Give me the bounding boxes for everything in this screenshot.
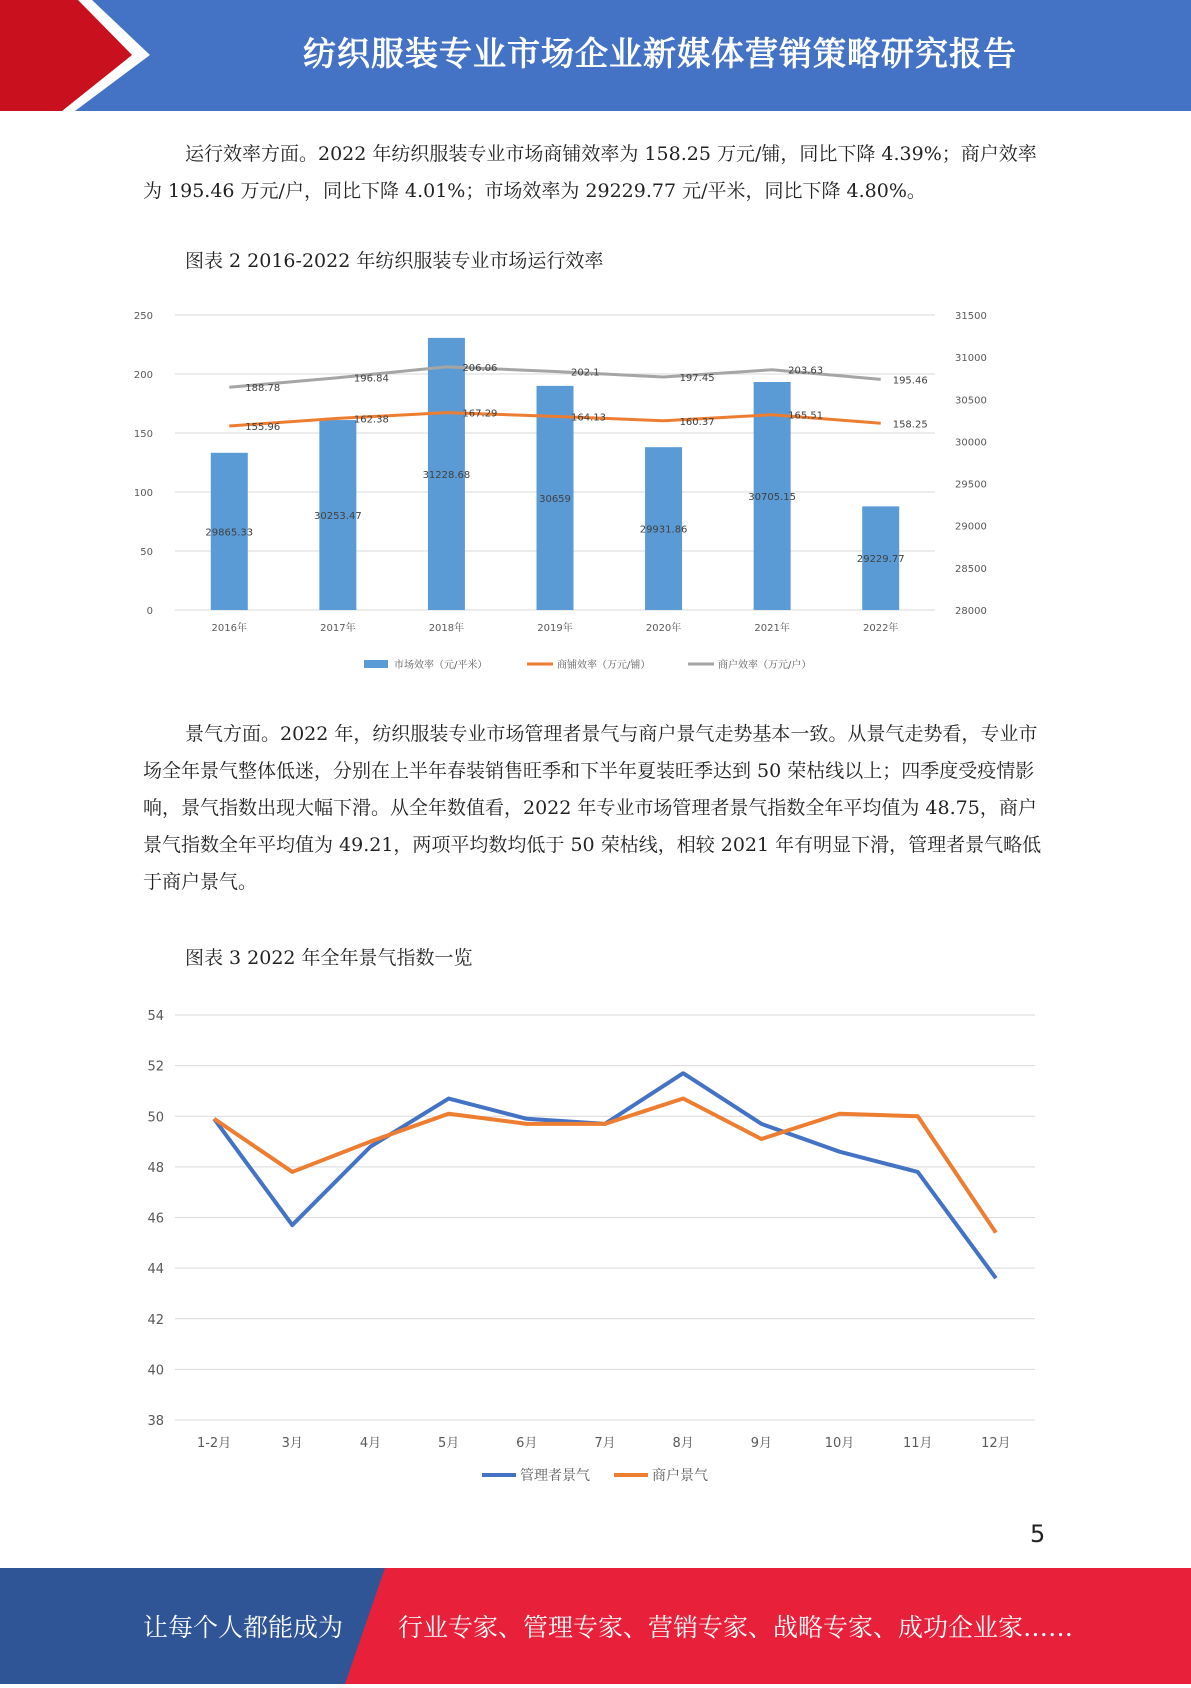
- x-tick-label: 5月: [437, 1436, 460, 1451]
- merchant-sentiment-line: [214, 1099, 996, 1233]
- x-tick-label: 2021年: [754, 623, 790, 634]
- x-tick-label: 2019年: [537, 623, 573, 634]
- x-tick-label: 2020年: [645, 623, 682, 634]
- y-left-tick-label: 0: [146, 606, 153, 617]
- line-data-label: 202.1: [571, 367, 600, 379]
- legend-label: 管理者景气: [520, 1468, 590, 1484]
- y-left-tick-label: 50: [140, 547, 153, 558]
- line-data-label: 188.78: [245, 383, 281, 395]
- x-tick-label: 3月: [281, 1436, 303, 1451]
- y-right-tick-label: 29500: [955, 479, 987, 491]
- line-data-label: 167.29: [462, 408, 498, 420]
- y-right-tick-label: 30000: [955, 437, 987, 449]
- y-left-tick-label: 250: [133, 311, 153, 322]
- legend-label: 商户效率（万元/户）: [718, 660, 812, 671]
- x-tick-label: 2016年: [211, 623, 248, 634]
- y-tick-label: 50: [147, 1110, 164, 1126]
- y-right-tick-label: 28500: [955, 563, 987, 575]
- y-tick-label: 48: [147, 1160, 164, 1176]
- bar-data-label: 30659: [539, 493, 571, 505]
- x-tick-label: 6月: [516, 1436, 538, 1451]
- y-tick-label: 54: [147, 1009, 164, 1024]
- bar-data-label: 29931.86: [639, 524, 688, 536]
- y-tick-label: 40: [147, 1363, 164, 1379]
- bar-data-label: 31228.68: [422, 469, 471, 481]
- line-data-label: 155.96: [245, 421, 281, 433]
- paragraph-sentiment: [143, 716, 1043, 901]
- y-left-tick-label: 100: [133, 488, 153, 499]
- bar-data-label: 29229.77: [856, 554, 905, 566]
- footer-slogan-left: 让每个人都能成为: [143, 1613, 344, 1642]
- paragraph-sentiment-text: 景气方面。2022 年，纺织服装专业市场管理者景气与商户景气走势基本一致。从景气走势看，专业市场全年景气整体低迷，分别在上半年春装销售旺季和下半年夏装旺季达到 50 荣枯线以上；四季度受疫情影响，景气指数出现大幅下滑。从全年数值看，2022 年专业市场管理者景气指数全年平均值为 48.75，商户景气指数全年平均值为 49.21，两项平均数均低于 50 荣枯线，相较 2021 年有明显下滑，管理者景气略低于商户景气。: [143, 723, 1042, 893]
- line-data-label: 203.63: [788, 365, 824, 377]
- y-tick-label: 42: [147, 1312, 164, 1328]
- y-left-tick-label: 150: [133, 429, 153, 440]
- bar-data-label: 29865.33: [205, 527, 254, 539]
- footer-banner: [0, 1568, 1191, 1684]
- y-tick-label: 38: [147, 1414, 164, 1429]
- y-right-tick-label: 29000: [955, 521, 987, 533]
- x-tick-label: 4月: [359, 1436, 382, 1451]
- line-data-label: 162.38: [353, 414, 389, 426]
- x-tick-label: 10月: [824, 1436, 855, 1451]
- legend-swatch-bar: [364, 660, 388, 668]
- sentiment-chart-svg: [130, 995, 1060, 1495]
- y-tick-label: 44: [147, 1262, 164, 1278]
- paragraph-efficiency: [143, 136, 1043, 210]
- legend-label: 市场效率（元/平米）: [394, 660, 488, 671]
- x-tick-label: 1-2月: [196, 1436, 232, 1451]
- x-tick-label: 2022年: [862, 623, 899, 634]
- page-number: 5: [1030, 1520, 1046, 1548]
- y-right-tick-label: 30500: [955, 395, 987, 407]
- line-data-label: 197.45: [679, 373, 715, 385]
- line-data-label: 164.13: [571, 412, 606, 424]
- figure-caption-3: 图表 3 2022 年全年景气指数一览: [185, 947, 473, 969]
- y-right-tick-label: 31500: [955, 311, 987, 322]
- x-tick-label: 12月: [981, 1436, 1011, 1451]
- bar-data-label: 30705.15: [748, 491, 797, 503]
- x-tick-label: 9月: [750, 1436, 773, 1451]
- bar-data-label: 30253.47: [313, 511, 362, 523]
- line-data-label: 158.25: [892, 419, 928, 431]
- paragraph-efficiency-text: 运行效率方面。2022 年纺织服装专业市场商铺效率为 158.25 万元/铺，同比下降 4.39%；商户效率为 195.46 万元/户，同比下降 4.01%；市场效率为 29229.77 元/平米，同比下降 4.80%。: [143, 143, 1037, 202]
- legend-label: 商户景气: [652, 1468, 708, 1484]
- sentiment-chart: [130, 995, 1060, 1495]
- y-left-tick-label: 200: [133, 370, 153, 381]
- report-title: 纺织服装专业市场企业新媒体营销策略研究报告: [303, 34, 1017, 73]
- line-data-label: 165.51: [788, 410, 824, 422]
- line-data-label: 160.37: [679, 416, 715, 428]
- x-tick-label: 2018年: [428, 623, 465, 634]
- x-tick-label: 7月: [594, 1436, 616, 1451]
- y-tick-label: 52: [147, 1059, 164, 1075]
- line-data-label: 206.06: [462, 362, 498, 374]
- manager-sentiment-line: [214, 1073, 996, 1278]
- y-right-tick-label: 28000: [955, 606, 987, 617]
- efficiency-chart: [130, 295, 1060, 675]
- x-tick-label: 2017年: [320, 623, 356, 634]
- figure-caption-2: 图表 2 2016-2022 年纺织服装专业市场运行效率: [185, 250, 604, 272]
- x-tick-label: 11月: [902, 1436, 933, 1451]
- line-data-label: 195.46: [892, 375, 928, 387]
- y-right-tick-label: 31000: [955, 353, 987, 365]
- y-tick-label: 46: [147, 1211, 164, 1227]
- header-banner: [0, 0, 1191, 111]
- legend-label: 商铺效率（万元/铺）: [557, 660, 651, 671]
- footer-slogan-right: 行业专家、管理专家、营销专家、战略专家、成功企业家……: [398, 1613, 1074, 1642]
- efficiency-chart-svg: [130, 295, 1060, 675]
- x-tick-label: 8月: [672, 1436, 694, 1451]
- line-data-label: 196.84: [353, 373, 389, 385]
